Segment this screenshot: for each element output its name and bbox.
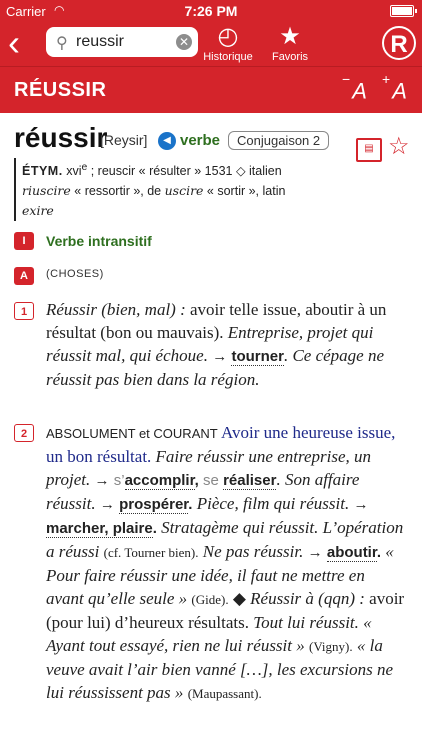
word-title: RÉUSSIR: [14, 79, 107, 101]
xref-link[interactable]: marcher, plaire: [46, 520, 153, 537]
nav-bar: [0, 22, 422, 66]
carrier-label: Carrier: [6, 4, 46, 19]
history-label: Historique: [203, 51, 253, 63]
history-button[interactable]: [198, 24, 258, 63]
minus-icon: −: [342, 71, 351, 87]
subsection-badge: A: [14, 267, 34, 285]
sense-1: Réussir (bien, mal) : avoir telle issue, aboutir à un résultat (bon ou mauvais). Entreprise, projet qui réussit mal, qui échoue. → tourner. Ce cépage ne réussit pas bien dans la région.: [46, 300, 387, 389]
sense-number-badge: 1: [14, 302, 34, 320]
xref-link[interactable]: réaliser: [223, 472, 277, 489]
word-title-bar: [0, 66, 422, 113]
history-icon: ◴: [217, 23, 239, 50]
back-button[interactable]: [8, 22, 36, 63]
search-icon: ⚲: [56, 35, 68, 52]
section-label: Verbe intransitif: [46, 233, 152, 249]
section-badge: I: [14, 232, 34, 250]
favorites-button[interactable]: [260, 24, 320, 63]
sense-number-badge: 2: [14, 424, 34, 442]
part-of-speech: verbe: [180, 132, 221, 149]
chevron-left-icon: ‹: [8, 22, 20, 63]
plus-icon: +: [382, 71, 391, 87]
le-robert-logo-button[interactable]: R: [382, 26, 416, 60]
search-input[interactable]: reussir: [76, 33, 125, 50]
xref-link[interactable]: prospérer: [119, 496, 189, 513]
wifi-icon: ◠: [54, 3, 65, 17]
xref-link[interactable]: accomplir: [124, 472, 195, 489]
xref-link[interactable]: tourner: [231, 348, 284, 365]
favorites-label: Favoris: [271, 51, 309, 63]
search-field[interactable]: [46, 27, 198, 57]
add-favorite-star-icon[interactable]: ☆: [388, 133, 410, 160]
pronunciation: [Reysir]: [100, 132, 148, 148]
subsection-label: (CHOSES): [46, 268, 104, 280]
star-icon: ★: [279, 23, 301, 50]
status-time: 7:26 PM: [184, 3, 238, 19]
conjugation-button[interactable]: Conjugaison 2: [228, 131, 329, 150]
definition-content[interactable]: [0, 112, 422, 750]
etymology: ÉTYM. xvi$^e$ ; reuscir « résulter » 1531 ◇ italien riuscire « ressortir », de uscire « sortir », latin exire: [14, 158, 322, 221]
decrease-font-button[interactable]: −A: [342, 71, 367, 104]
increase-font-button[interactable]: +A: [382, 71, 407, 104]
clear-search-button[interactable]: ✕: [176, 34, 192, 50]
headword: réussir: [14, 122, 108, 153]
status-bar: [0, 0, 422, 22]
speaker-icon[interactable]: ◀: [158, 132, 176, 150]
sense-2: ABSOLUMENT et COURANT Avoir une heureuse issue, un bon résultat. Faire réussir une entreprise, un projet. → s’accomplir, se réaliser. Son affaire réussit. → prospérer. Pièce, film qui réussit. → marcher, plaire. Stratagème qui réussit. L’opération a réussi (cf. Tourner bien). Ne pas réussir. → aboutir. « Pour faire réussir une idée, il faut ne mettre en avant qu’elle seule » (Gide). ◆ Réussir à (qqn) : avoir (pour lui) d’heureux résultats. Tout lui réussit. « Ayant tout essayé, rien ne lui réussit » (Vigny). « la veuve avait l’air bien vanné […], les excursions ne lui réussissent pas » (Maupassant).: [46, 423, 405, 702]
print-icon[interactable]: ▤: [356, 138, 382, 162]
battery-icon: [390, 5, 414, 17]
xref-link[interactable]: aboutir: [326, 544, 377, 561]
